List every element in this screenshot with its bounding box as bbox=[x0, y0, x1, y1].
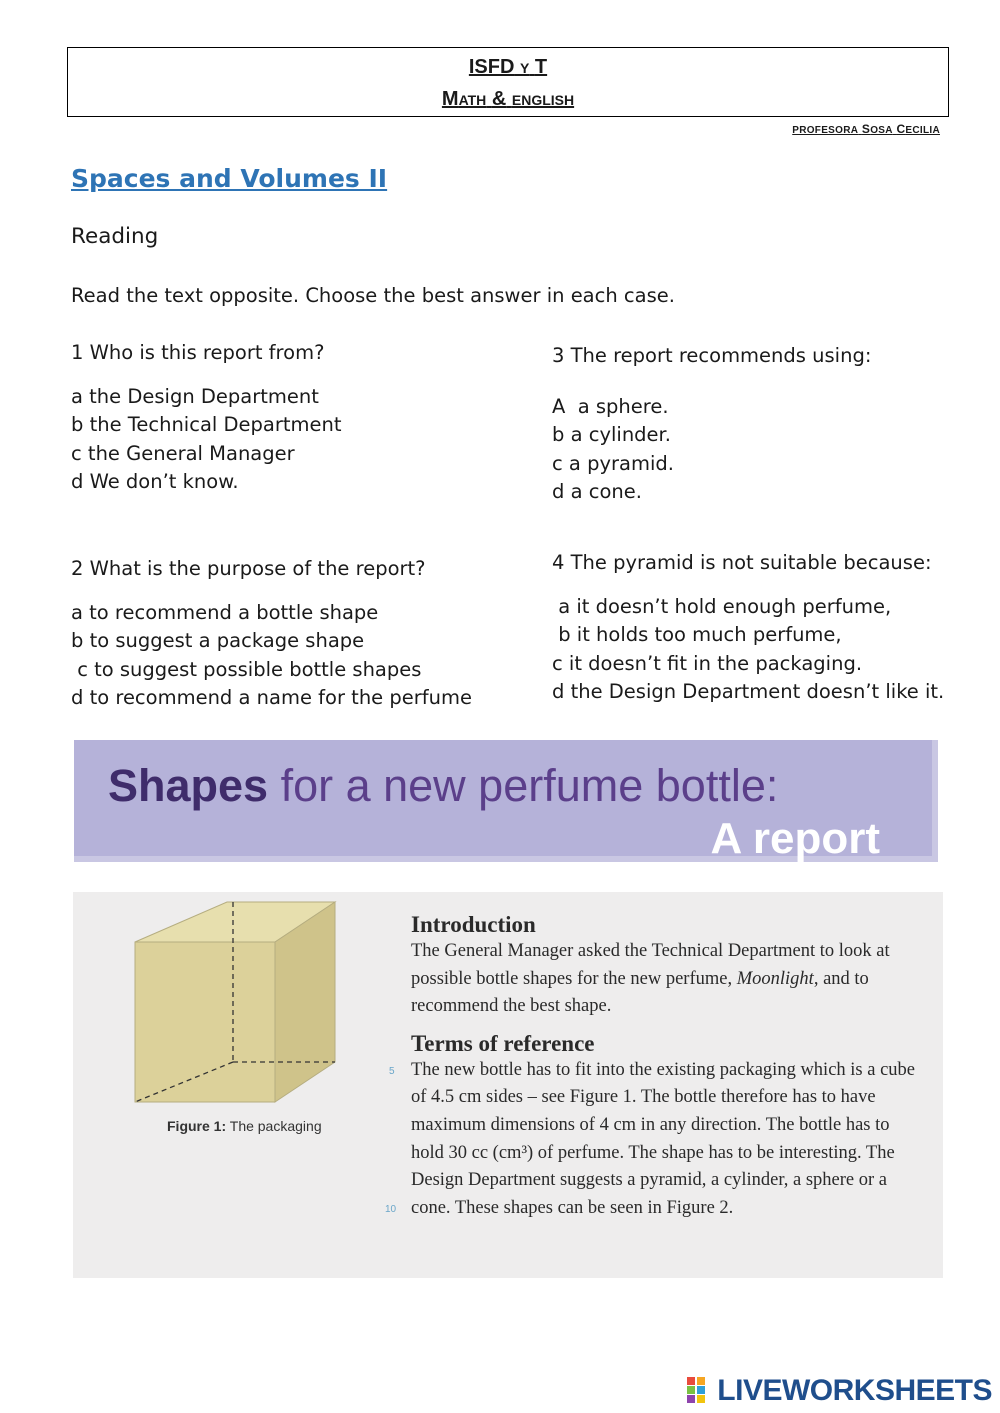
teacher-cap2: C bbox=[896, 122, 906, 136]
question-text: 3 The report recommends using: bbox=[552, 344, 872, 367]
cube-illustration bbox=[129, 900, 369, 1110]
course-amp: & bbox=[491, 88, 507, 110]
liveworksheets-text: LIVEWORKSHEETS bbox=[717, 1374, 992, 1407]
option[interactable]: d a cone. bbox=[552, 480, 642, 504]
teacher-rest1: OSA bbox=[870, 125, 893, 136]
figure-caption-text: The packaging bbox=[226, 1118, 322, 1134]
option[interactable]: c the General Manager bbox=[71, 441, 295, 465]
figure-caption-label: Figure 1: bbox=[167, 1118, 227, 1134]
terms-heading: Terms of reference bbox=[411, 1030, 595, 1056]
line-number-5: 5 bbox=[389, 1066, 395, 1077]
intro-text-a: The General Manager asked the Technical Department to look at possible bottle shapes for the new perfume, bbox=[411, 941, 890, 989]
school-name bbox=[68, 56, 948, 79]
option[interactable]: b the Technical Department bbox=[71, 413, 342, 437]
liveworksheets-icon bbox=[687, 1377, 715, 1403]
course-name bbox=[68, 88, 948, 111]
perfume-name: Moonlight bbox=[736, 968, 814, 989]
teacher-word: PROFESORA bbox=[792, 125, 859, 136]
banner-title-bold: Shapes bbox=[108, 760, 269, 811]
course-rest: ENGLISH bbox=[511, 92, 575, 108]
banner-title-rest: for a new perfume bottle: bbox=[268, 760, 779, 811]
school-name-end: T bbox=[534, 56, 548, 78]
school-name-small: Y bbox=[520, 60, 530, 76]
instruction: Read the text opposite. Choose the best answer in each case. bbox=[71, 284, 675, 307]
intro-heading: Introduction bbox=[411, 912, 536, 937]
question-2 bbox=[71, 555, 472, 713]
option[interactable]: b a cylinder. bbox=[552, 423, 671, 447]
question-text: 4 The pyramid is not suitable because: bbox=[552, 551, 932, 574]
question-3 bbox=[552, 342, 871, 507]
banner-title bbox=[108, 760, 778, 812]
teacher-rest2: ECILIA bbox=[905, 125, 940, 136]
option[interactable]: d to recommend a name for the perfume bbox=[71, 686, 472, 710]
header-box bbox=[67, 47, 949, 117]
option[interactable]: b to suggest a package shape bbox=[71, 629, 365, 653]
liveworksheets-logo bbox=[687, 1374, 992, 1408]
option[interactable]: b it holds too much perfume, bbox=[552, 623, 842, 647]
option[interactable]: c it doesn’t fit in the packaging. bbox=[552, 651, 863, 675]
intro-text-b: , and to recommend the best shape. bbox=[411, 968, 869, 1017]
option[interactable]: a it doesn’t hold enough perfume, bbox=[552, 594, 892, 618]
report-panel bbox=[73, 892, 943, 1278]
banner-subtitle: A report bbox=[710, 814, 880, 863]
option[interactable]: d We don’t know. bbox=[71, 470, 239, 494]
option[interactable]: d the Design Department doesn’t like it. bbox=[552, 680, 945, 704]
figure-caption bbox=[167, 1118, 322, 1134]
teacher-name bbox=[792, 122, 940, 136]
report-text bbox=[411, 912, 921, 1222]
school-name-main: ISFD bbox=[468, 56, 515, 78]
page-title: Spaces and Volumes II bbox=[71, 164, 388, 193]
intro-paragraph bbox=[411, 938, 921, 1021]
question-text: 1 Who is this report from? bbox=[71, 341, 325, 364]
course-cap: M bbox=[441, 88, 459, 110]
report-banner bbox=[74, 740, 938, 862]
option[interactable]: a the Design Department bbox=[71, 384, 319, 408]
section-heading: Reading bbox=[71, 224, 159, 249]
question-text: 2 What is the purpose of the report? bbox=[71, 557, 426, 580]
option[interactable]: c to suggest possible bottle shapes bbox=[71, 657, 422, 681]
option[interactable]: A a sphere. bbox=[552, 394, 669, 418]
course-small: ATH bbox=[458, 92, 487, 108]
question-4 bbox=[552, 549, 944, 707]
option[interactable]: c a pyramid. bbox=[552, 451, 674, 475]
line-number-10: 10 bbox=[385, 1204, 397, 1215]
teacher-cap1: S bbox=[861, 122, 871, 136]
option[interactable]: a to recommend a bottle shape bbox=[71, 600, 379, 624]
terms-paragraph: The new bottle has to fit into the existing packaging which is a cube of 4.5 cm sides – see Figure 1. The bottle therefore has to have maximum dimensions of 4 cm in any direction. The bottle has to hold 30 cc (cm³) of perfume. The shape has to be interesting. The Design Department suggests a pyramid, a cylinder, a sphere or a cone. These shapes can be seen in Figure 2. bbox=[411, 1059, 915, 1218]
question-1 bbox=[71, 339, 342, 497]
